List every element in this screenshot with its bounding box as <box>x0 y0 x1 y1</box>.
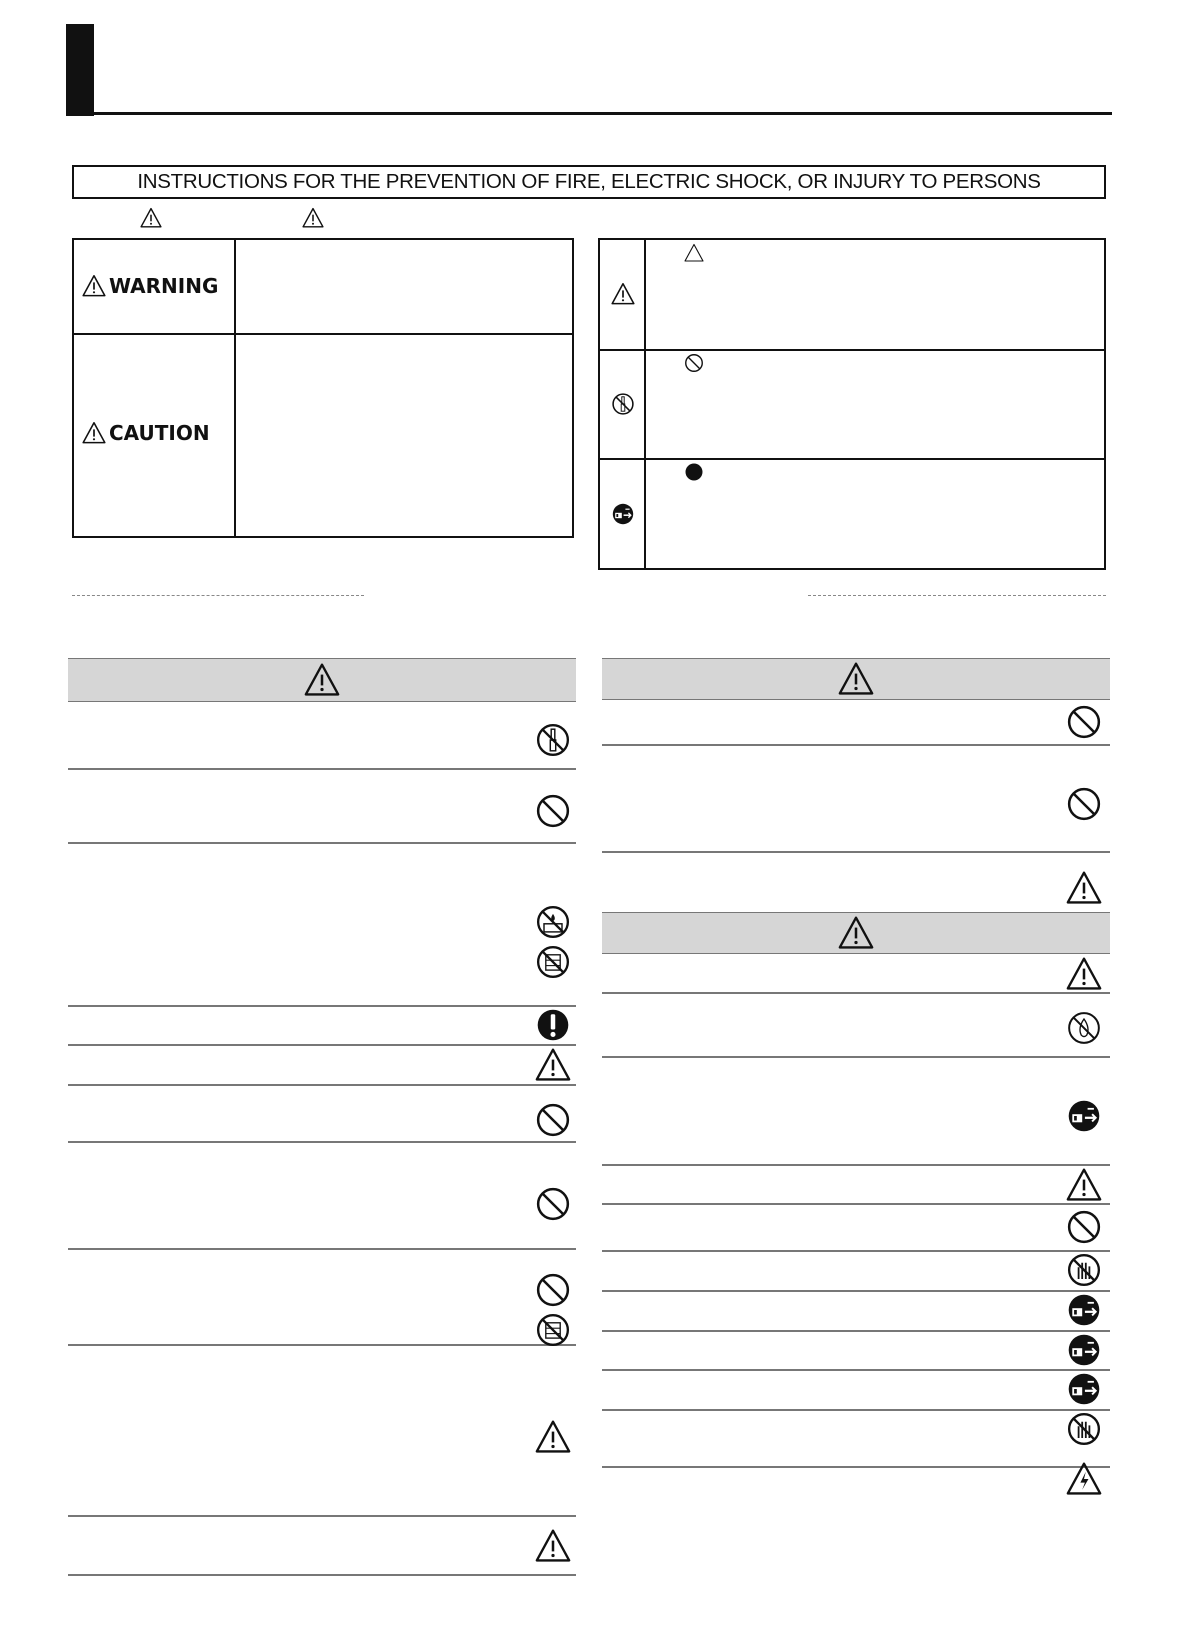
unplug-icon <box>1066 1292 1102 1328</box>
banner-title: INSTRUCTIONS FOR THE PREVENTION OF FIRE, ELECTRIC SHOCK, OR INJURY TO PERSONS <box>137 170 1041 193</box>
prohibited-icon <box>535 1272 571 1308</box>
mandatory-action-icon <box>535 1007 571 1043</box>
warning-triangle-icon <box>82 421 106 445</box>
prohibited-icon <box>1066 1209 1102 1245</box>
right-warning-caution-panel <box>602 658 1110 1516</box>
no-water-icon <box>535 904 571 940</box>
signal-word-legend <box>72 238 574 538</box>
warning-triangle-icon <box>1066 956 1102 992</box>
dashed-divider-right <box>808 595 1106 596</box>
unplug-icon <box>611 502 635 526</box>
warning-triangle-icon <box>82 274 106 298</box>
unplug-icon <box>1066 1332 1102 1368</box>
warning-triangle-icon <box>535 1047 571 1083</box>
no-wet-location-icon <box>535 944 571 980</box>
header-rule <box>66 112 1112 115</box>
warning-triangle-icon <box>838 915 874 951</box>
caution-label: CAUTION <box>109 421 210 445</box>
warning-triangle-icon <box>611 282 635 306</box>
warning-label: WARNING <box>109 274 219 298</box>
mandatory-dot-icon <box>684 462 704 482</box>
unplug-icon <box>1066 1098 1102 1134</box>
prohibited-icon <box>535 1186 571 1222</box>
prohibited-icon <box>1066 704 1102 740</box>
warning-triangle-icon <box>304 662 340 698</box>
warning-triangle-icon <box>140 207 162 229</box>
warning-triangle-icon <box>838 661 874 697</box>
left-warning-panel <box>68 658 576 1578</box>
warning-header <box>68 658 576 702</box>
warning-triangle-icon <box>535 1528 571 1564</box>
warning-signal <box>82 274 218 298</box>
no-fire-icon <box>1066 1010 1102 1046</box>
no-touch-icon <box>1066 1252 1102 1288</box>
dashed-divider-left <box>72 595 364 596</box>
electric-shock-icon <box>1066 1461 1102 1497</box>
triangle-outline-icon <box>684 243 704 263</box>
prohibited-icon <box>1066 786 1102 822</box>
unplug-icon <box>1066 1371 1102 1407</box>
warning-triangle-icon <box>302 207 324 229</box>
caution-signal <box>82 421 210 445</box>
no-touch-icon <box>1066 1411 1102 1447</box>
warning-triangle-icon <box>1066 1167 1102 1203</box>
do-not-disassemble-icon <box>611 392 635 416</box>
warning-header <box>602 658 1110 700</box>
page-tab-marker <box>66 24 94 116</box>
prohibited-icon <box>535 1102 571 1138</box>
no-wet-location-icon <box>535 1312 571 1348</box>
symbol-explanation-table <box>598 238 1106 570</box>
warning-triangle-icon <box>1066 870 1102 906</box>
warning-triangle-icon <box>535 1419 571 1455</box>
do-not-disassemble-icon <box>535 722 571 758</box>
prohibited-icon <box>684 353 704 373</box>
caution-header <box>602 912 1110 954</box>
prohibited-icon <box>535 793 571 829</box>
safety-banner <box>72 165 1106 199</box>
